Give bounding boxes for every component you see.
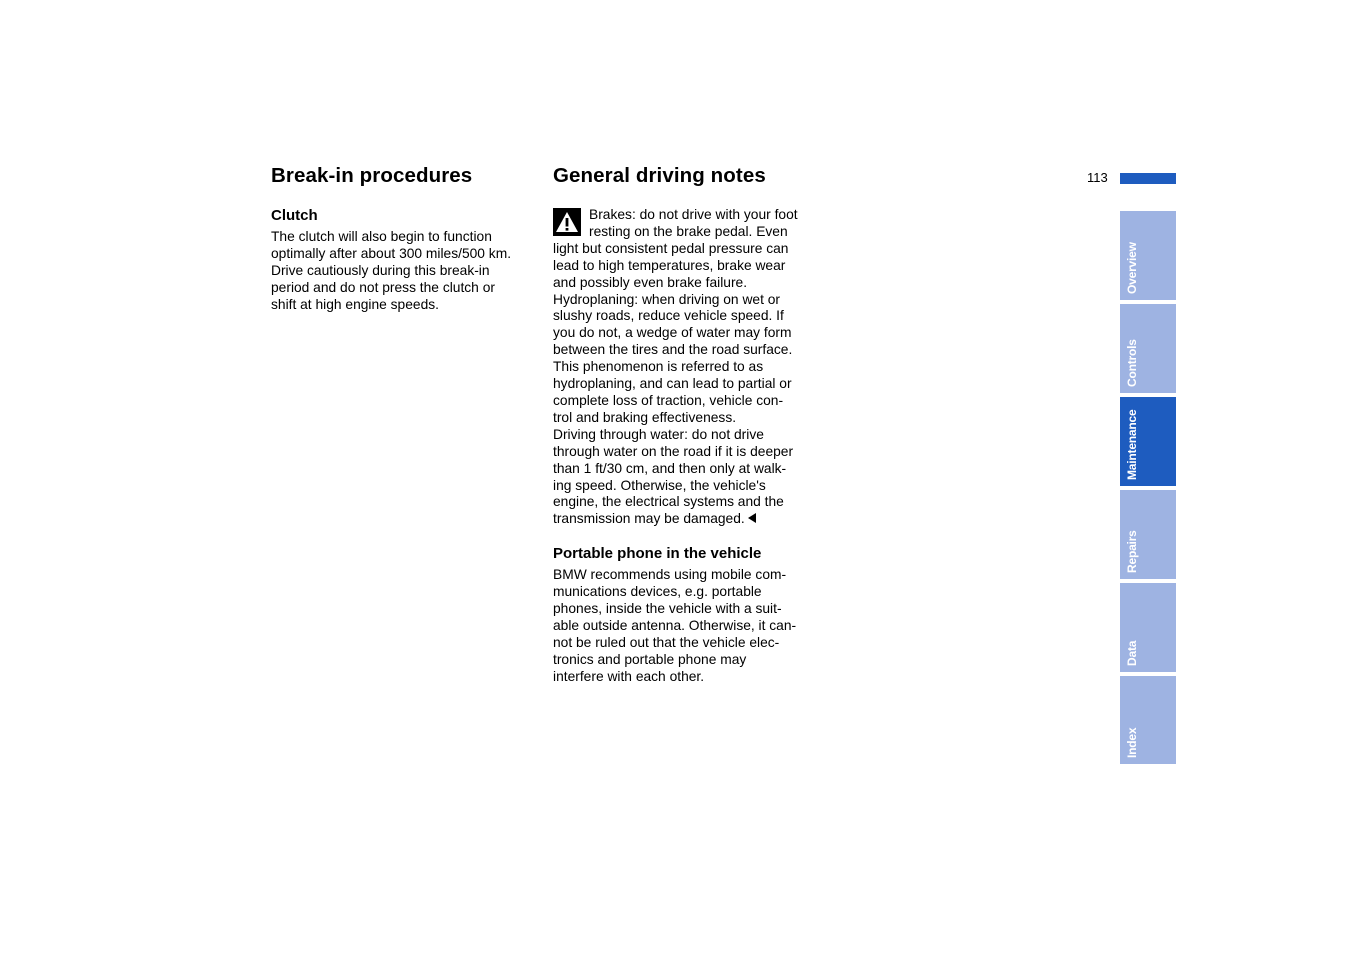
page-number-bar xyxy=(1120,173,1176,184)
tab-maintenance[interactable] xyxy=(1120,397,1176,486)
tab-index-label: Index xyxy=(1125,727,1139,758)
tab-overview[interactable] xyxy=(1120,211,1176,300)
portable-phone-text: BMW recommends using mobile com- munications devices, e.g. portable phones, inside the vehicle with a suit- able outside antenna. Otherwise, it can- not be ruled out that the vehicle elec- tronics and portable phone may interfere with each other. xyxy=(553,567,797,684)
left-column xyxy=(271,160,543,314)
end-of-note-marker-icon xyxy=(748,513,756,523)
tab-controls[interactable] xyxy=(1120,304,1176,393)
tab-maintenance-label: Maintenance xyxy=(1125,409,1139,480)
tab-data-label: Data xyxy=(1125,640,1139,666)
clutch-text: The clutch will also begin to function optimally after about 300 miles/500 km. Drive cautiously during this break-in period and do not press the clutch or shift at high engine speeds. xyxy=(271,229,512,312)
middle-column xyxy=(553,160,828,686)
general-driving-notes-title: General driving notes xyxy=(553,164,766,187)
tab-index[interactable] xyxy=(1120,676,1176,764)
warning-text-rest xyxy=(553,241,828,528)
warning-text-first: Brakes: do not drive with your foot resting on the brake pedal. Even xyxy=(589,207,798,239)
portable-phone-heading: Portable phone in the vehicle xyxy=(553,545,762,563)
tab-repairs[interactable] xyxy=(1120,490,1176,579)
page-number: 113 xyxy=(1087,170,1108,185)
tab-controls-label: Controls xyxy=(1125,339,1139,387)
tab-overview-label: Overview xyxy=(1125,242,1139,294)
break-in-procedures-title: Break-in procedures xyxy=(271,164,473,187)
clutch-heading: Clutch xyxy=(271,207,318,224)
warning-note xyxy=(553,207,828,528)
warning-triangle-icon xyxy=(553,208,581,236)
warning-text-body: light but consistent pedal pressure can lead to high temperatures, brake wear and possibly even brake failure. Hydroplaning: when driving on wet or slushy roads, reduce vehicle speed. If you do not, a wedge of water may form between the tires and the road surface. This phenomenon is referred to as hydroplaning, and can lead to partial or complete loss of traction, vehicle con- trol and braking effectiveness. Driving through water: do not drive through water on the road if it is deeper than 1 ft/30 cm, and then only at walk- ing speed. Otherwise, the vehicle's engine, the electrical systems and the transmission may be damaged. xyxy=(553,240,794,527)
tab-repairs-label: Repairs xyxy=(1125,530,1139,573)
tab-data[interactable] xyxy=(1120,583,1176,672)
